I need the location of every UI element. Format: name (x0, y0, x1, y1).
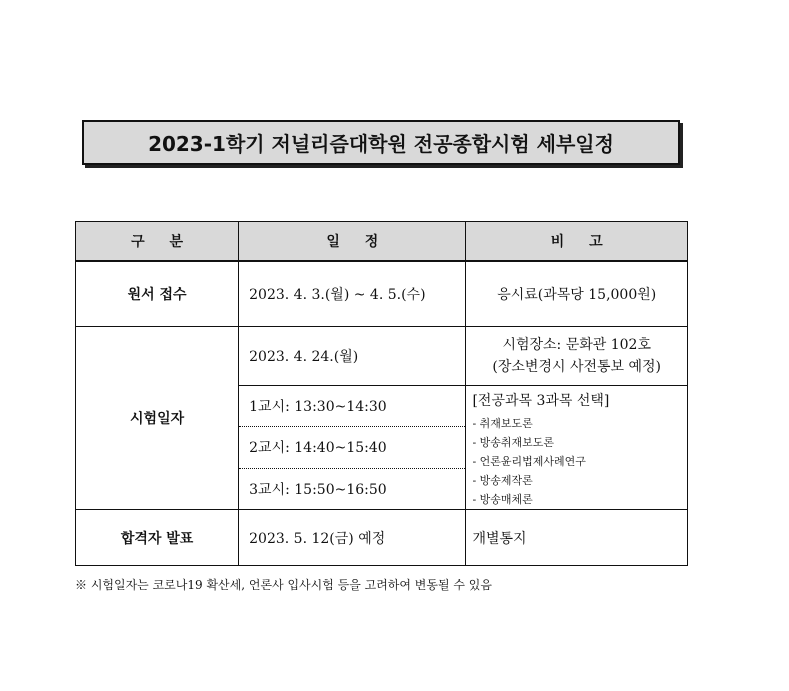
exam-location-line2: (장소변경시 사전통보 예정) (492, 359, 662, 375)
exam-period-2: 2교시: 14:40~15:40 (239, 427, 466, 468)
table-row (76, 510, 688, 566)
exam-subjects (466, 386, 688, 510)
list-item: - 언론윤리법제사례연구 (472, 452, 687, 471)
list-item: - 취재보도론 (472, 414, 687, 433)
footnote: ※ 시험일자는 코로나19 확산세, 언론사 입사시험 등을 고려하여 변동될 수 있음 (75, 578, 492, 592)
table-header-row (76, 222, 688, 262)
list-item: - 방송취재보도론 (472, 433, 687, 452)
table-row (76, 261, 688, 327)
exam-date: 2023. 4. 24.(월) (239, 327, 466, 386)
exam-location (466, 327, 688, 386)
list-item: - 방송매체론 (472, 490, 687, 509)
header-category: 구 분 (76, 222, 239, 262)
exam-label: 시험일자 (76, 327, 239, 510)
application-label: 원서 접수 (76, 261, 239, 327)
page-title: 2023-1학기 저널리즘대학원 전공종합시험 세부일정 (82, 120, 680, 165)
subjects-heading: [전공과목 3과목 선택] (472, 393, 610, 409)
announcement-label: 합격자 발표 (76, 510, 239, 566)
application-note: 응시료(과목당 15,000원) (466, 261, 688, 327)
list-item: - 방송제작론 (472, 471, 687, 490)
header-schedule: 일 정 (239, 222, 466, 262)
exam-location-line1: 시험장소: 문화관 102호 (502, 337, 651, 353)
header-note: 비 고 (466, 222, 688, 262)
application-schedule: 2023. 4. 3.(월) ~ 4. 5.(수) (239, 261, 466, 327)
announcement-note: 개별통지 (466, 510, 688, 566)
exam-period-3: 3교시: 15:50~16:50 (239, 468, 466, 509)
exam-period-1: 1교시: 13:30~14:30 (239, 386, 466, 427)
subjects-list (472, 414, 687, 509)
schedule-table (75, 221, 688, 566)
announcement-schedule: 2023. 5. 12(금) 예정 (239, 510, 466, 566)
table-row (76, 327, 688, 386)
